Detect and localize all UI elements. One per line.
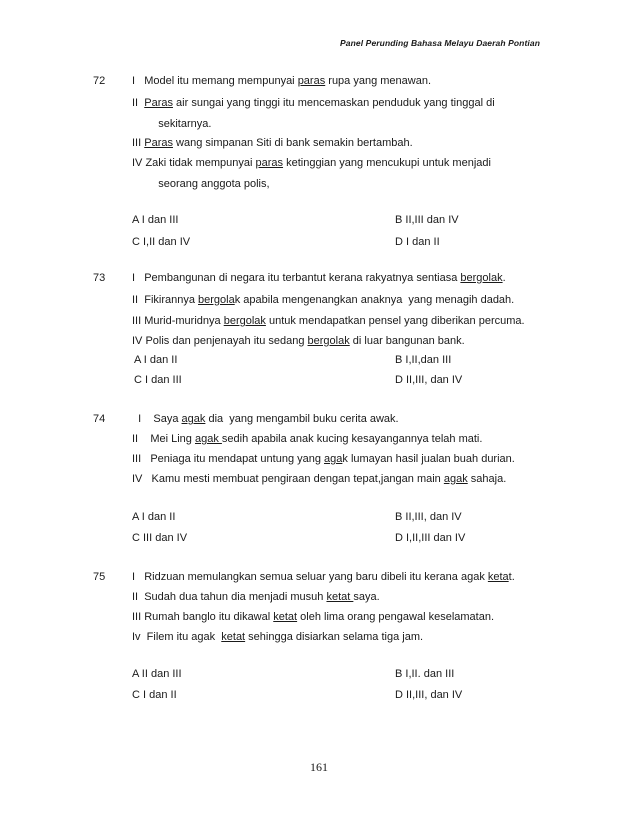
question-number: 72 xyxy=(93,75,106,87)
option-d[interactable]: D I dan II xyxy=(395,236,440,248)
option-c[interactable]: C I,II dan IV xyxy=(132,236,191,248)
option-c[interactable]: C I dan III xyxy=(134,374,182,386)
statement-line: III Paras wang simpanan Siti di bank semakin bertambah. xyxy=(132,137,413,149)
statement-line: IV Kamu mesti membuat pengiraan dengan tepat,jangan main agak sahaja. xyxy=(132,473,507,485)
option-a[interactable]: A II dan III xyxy=(132,668,182,680)
option-b[interactable]: B II,III, dan IV xyxy=(395,511,462,523)
statement-line: IV Zaki tidak mempunyai paras ketinggian yang mencukupi untuk menjadi xyxy=(132,157,491,169)
statement-line: Iv Filem itu agak ketat sehingga disiarkan selama tiga jam. xyxy=(132,631,424,643)
question-number: 75 xyxy=(93,571,106,583)
statement-line: I Model itu memang mempunyai paras rupa yang menawan. xyxy=(132,75,432,87)
statement-line: II Sudah dua tahun dia menjadi musuh ketat saya. xyxy=(132,591,380,603)
statement-line: II Paras air sungai yang tinggi itu mencemaskan penduduk yang tinggal di xyxy=(132,97,495,109)
statement-line: II Mei Ling agak sedih apabila anak kucing kesayangannya telah mati. xyxy=(132,433,483,445)
statement-line: I Ridzuan memulangkan semua seluar yang baru dibeli itu kerana agak ketat. xyxy=(132,571,515,583)
statement-line: III Peniaga itu mendapat untung yang agak lumayan hasil jualan buah durian. xyxy=(132,453,515,465)
option-b[interactable]: B II,III dan IV xyxy=(395,214,459,226)
option-b[interactable]: B I,II. dan III xyxy=(395,668,455,680)
statement-line: IV Polis dan penjenayah itu sedang bergolak di luar bangunan bank. xyxy=(132,335,465,347)
statement-line: seorang anggota polis, xyxy=(146,178,270,190)
option-a[interactable]: A I dan III xyxy=(132,214,179,226)
statement-line: I Pembangunan di negara itu terbantut kerana rakyatnya sentiasa bergolak. xyxy=(132,272,506,284)
question-number: 73 xyxy=(93,272,106,284)
page-number: 161 xyxy=(310,760,328,774)
option-b[interactable]: B I,II,dan III xyxy=(395,354,452,366)
option-a[interactable]: A I dan II xyxy=(134,354,178,366)
statement-line: sekitarnya. xyxy=(146,118,212,130)
option-d[interactable]: D II,III, dan IV xyxy=(395,689,463,701)
statement-line: III Murid-muridnya bergolak untuk mendapatkan pensel yang diberikan percuma. xyxy=(132,315,525,327)
option-c[interactable]: C III dan IV xyxy=(132,532,188,544)
option-d[interactable]: D II,III, dan IV xyxy=(395,374,463,386)
statement-line: III Rumah banglo itu dikawal ketat oleh lima orang pengawal keselamatan. xyxy=(132,611,495,623)
option-c[interactable]: C I dan II xyxy=(132,689,177,701)
option-a[interactable]: A I dan II xyxy=(132,511,176,523)
option-d[interactable]: D I,II,III dan IV xyxy=(395,532,466,544)
page-header: Panel Perunding Bahasa Melayu Daerah Pontian xyxy=(340,38,540,48)
statement-line: I Saya agak dia yang mengambil buku cerita awak. xyxy=(132,413,399,425)
statement-line: II Fikirannya bergolak apabila mengenangkan anaknya yang menagih dadah. xyxy=(132,294,515,306)
question-number: 74 xyxy=(93,413,106,425)
